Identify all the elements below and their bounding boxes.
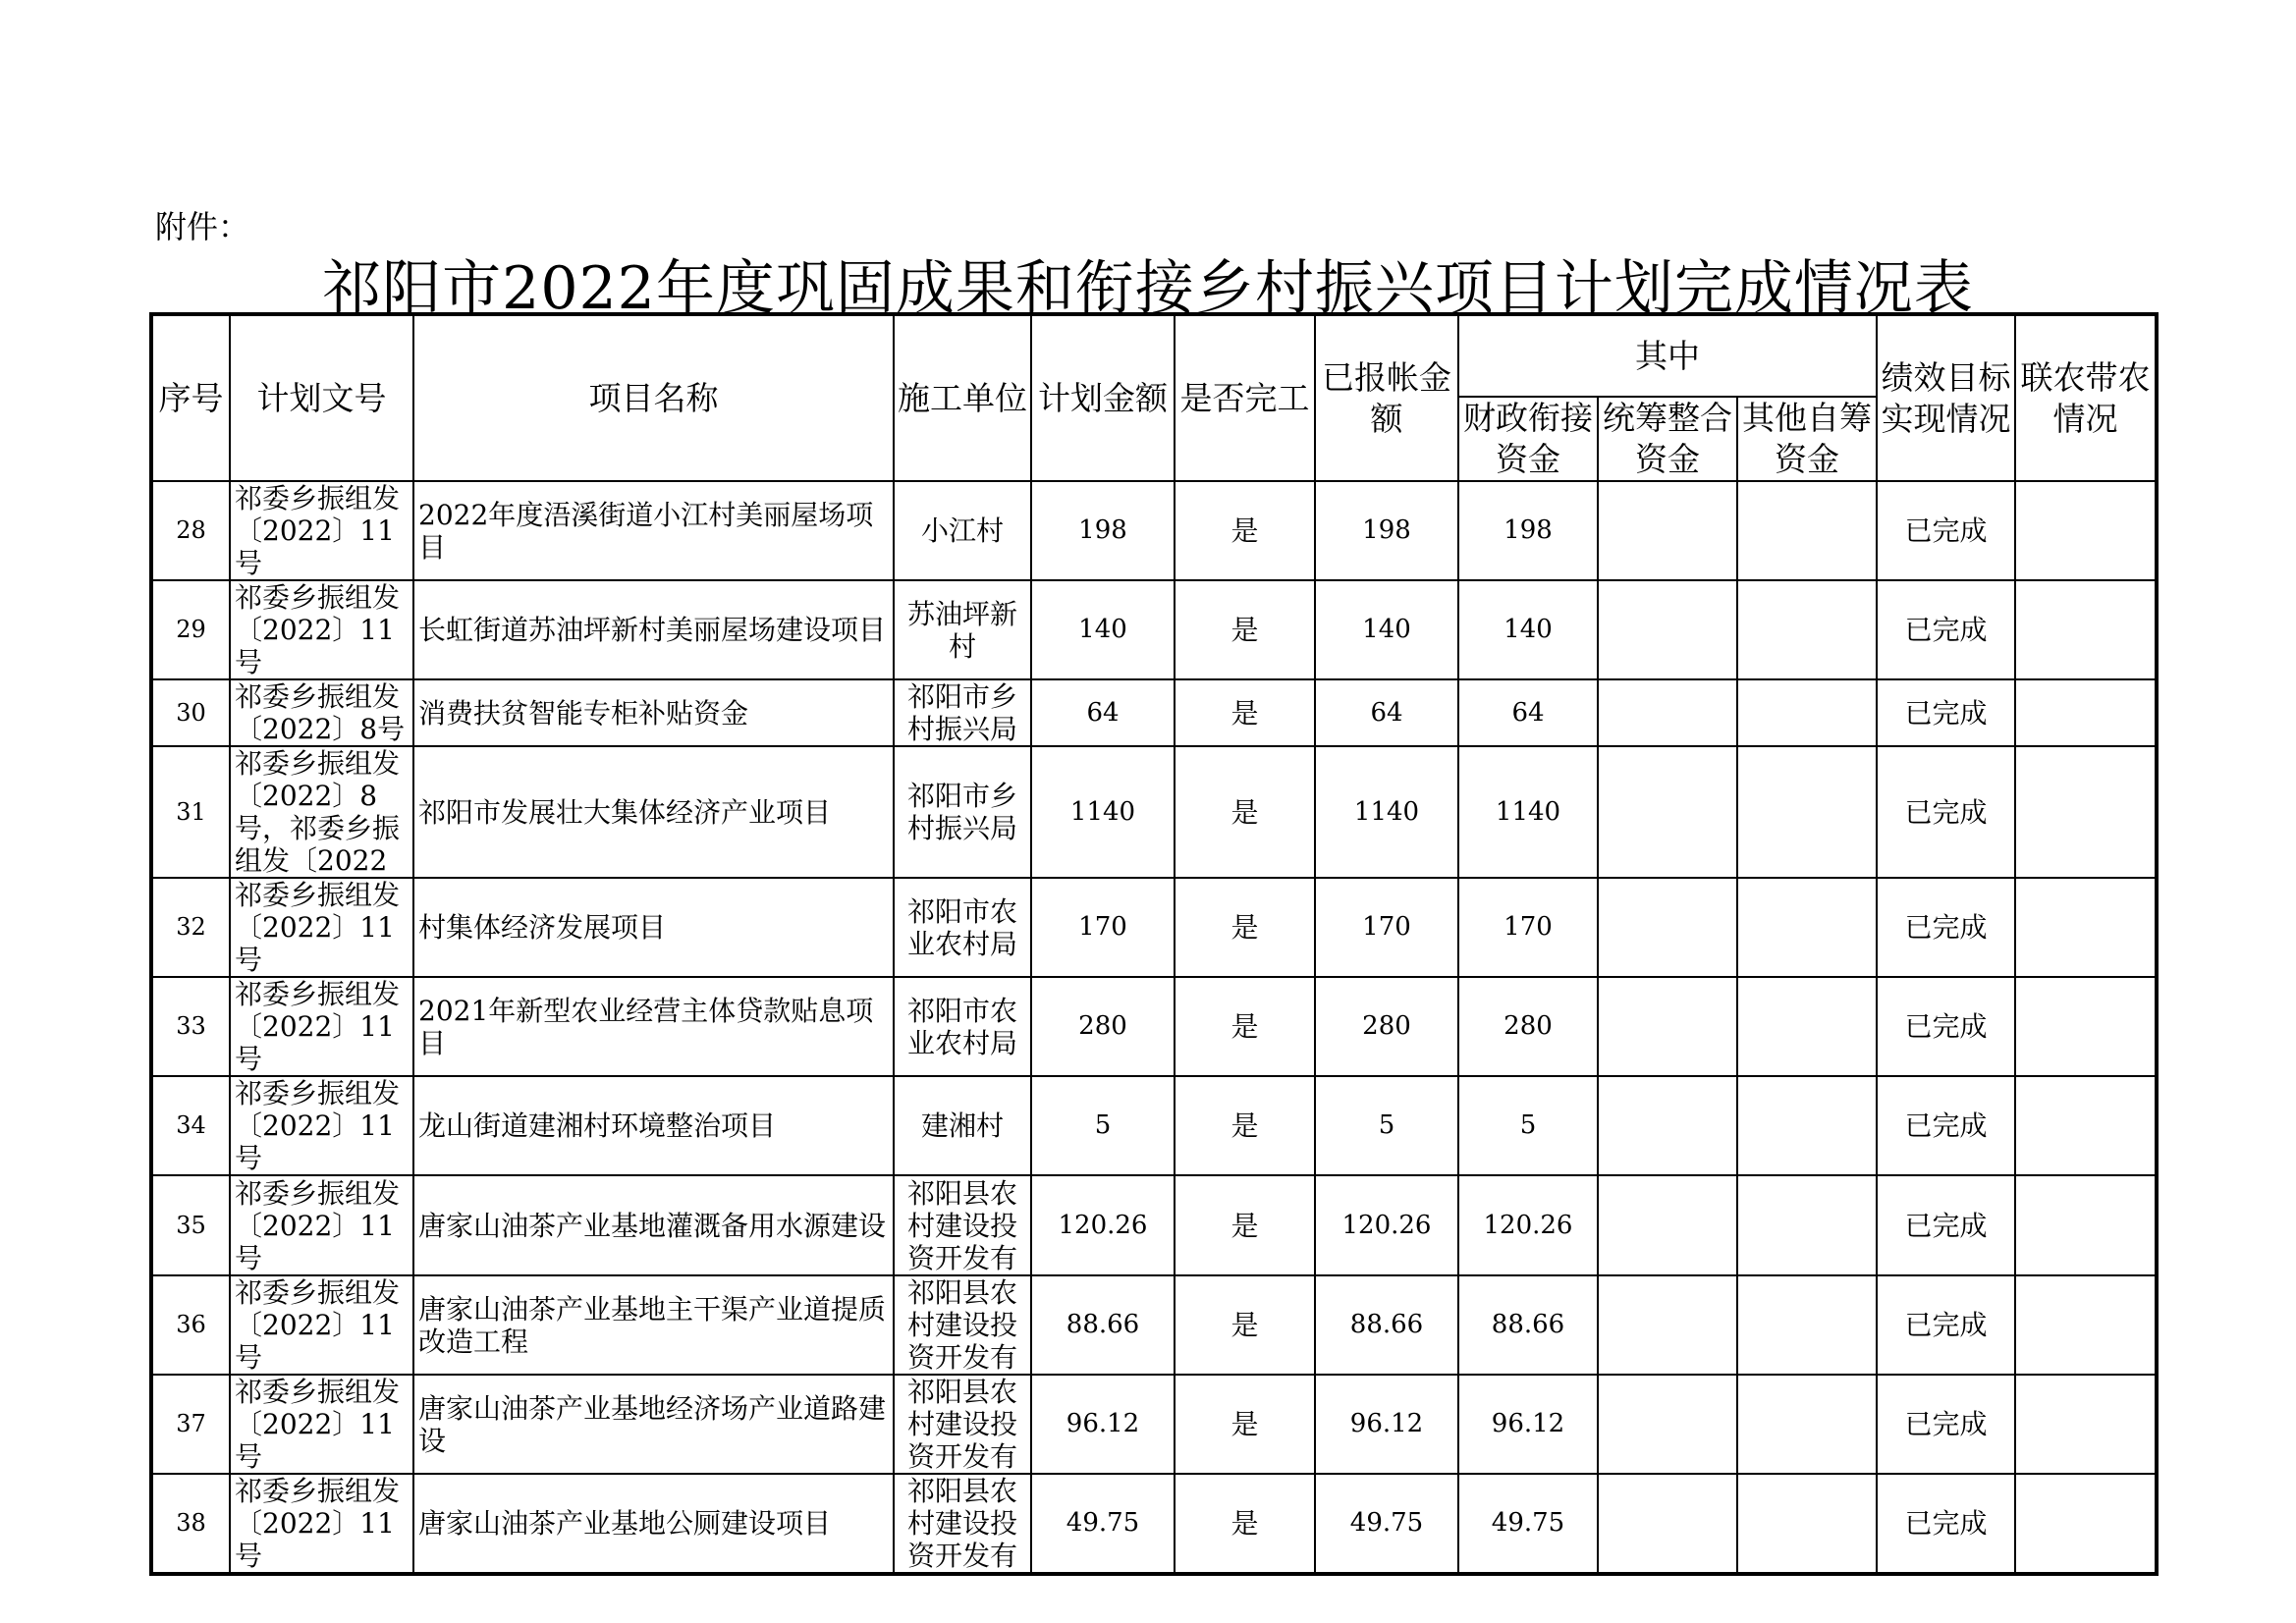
cell-other bbox=[1737, 1375, 1877, 1474]
cell-reported: 1140 bbox=[1315, 746, 1458, 878]
header-reported: 已报帐金额 bbox=[1315, 314, 1458, 481]
cell-plan: 280 bbox=[1031, 977, 1175, 1076]
cell-done: 是 bbox=[1175, 746, 1315, 878]
cell-performance: 已完成 bbox=[1877, 1474, 2015, 1574]
header-seq: 序号 bbox=[151, 314, 230, 481]
header-performance: 绩效目标实现情况 bbox=[1877, 314, 2015, 481]
cell-seq: 33 bbox=[151, 977, 230, 1076]
table-row bbox=[151, 580, 2157, 679]
table-row bbox=[151, 1275, 2157, 1375]
cell-integrated bbox=[1598, 1375, 1737, 1474]
header-fiscal: 财政衔接资金 bbox=[1458, 397, 1598, 481]
cell-doc: 祁委乡振组发〔2022〕11号 bbox=[230, 977, 413, 1076]
cell-integrated bbox=[1598, 580, 1737, 679]
cell-name: 村集体经济发展项目 bbox=[413, 878, 894, 977]
cell-reported: 120.26 bbox=[1315, 1175, 1458, 1275]
cell-integrated bbox=[1598, 878, 1737, 977]
header-integrated: 统筹整合资金 bbox=[1598, 397, 1737, 481]
cell-doc: 祁委乡振组发〔2022〕8号，祁委乡振组发〔2022 bbox=[230, 746, 413, 878]
cell-other bbox=[1737, 977, 1877, 1076]
cell-seq: 29 bbox=[151, 580, 230, 679]
cell-integrated bbox=[1598, 1275, 1737, 1375]
cell-unit: 小江村 bbox=[894, 481, 1031, 580]
table-row bbox=[151, 977, 2157, 1076]
header-name: 项目名称 bbox=[413, 314, 894, 481]
cell-other bbox=[1737, 679, 1877, 746]
header-other: 其他自筹资金 bbox=[1737, 397, 1877, 481]
cell-unit: 祁阳市乡村振兴局 bbox=[894, 679, 1031, 746]
cell-done: 是 bbox=[1175, 1076, 1315, 1175]
cell-name: 唐家山油茶产业基地灌溉备用水源建设 bbox=[413, 1175, 894, 1275]
cell-seq: 37 bbox=[151, 1375, 230, 1474]
cell-done: 是 bbox=[1175, 878, 1315, 977]
cell-doc: 祁委乡振组发〔2022〕11号 bbox=[230, 1375, 413, 1474]
header-of-which: 其中 bbox=[1458, 314, 1877, 397]
cell-seq: 30 bbox=[151, 679, 230, 746]
cell-farmer-link bbox=[2015, 746, 2157, 878]
header-farmer-link: 联农带农情况 bbox=[2015, 314, 2157, 481]
project-table bbox=[149, 312, 2159, 1576]
cell-plan: 96.12 bbox=[1031, 1375, 1175, 1474]
cell-fiscal: 64 bbox=[1458, 679, 1598, 746]
cell-performance: 已完成 bbox=[1877, 679, 2015, 746]
cell-reported: 96.12 bbox=[1315, 1375, 1458, 1474]
header-plan-amount: 计划金额 bbox=[1031, 314, 1175, 481]
cell-integrated bbox=[1598, 1175, 1737, 1275]
cell-performance: 已完成 bbox=[1877, 1175, 2015, 1275]
cell-integrated bbox=[1598, 679, 1737, 746]
cell-name: 2021年新型农业经营主体贷款贴息项目 bbox=[413, 977, 894, 1076]
cell-fiscal: 140 bbox=[1458, 580, 1598, 679]
cell-farmer-link bbox=[2015, 1275, 2157, 1375]
cell-fiscal: 170 bbox=[1458, 878, 1598, 977]
cell-fiscal: 1140 bbox=[1458, 746, 1598, 878]
cell-farmer-link bbox=[2015, 679, 2157, 746]
cell-other bbox=[1737, 1275, 1877, 1375]
cell-unit: 祁阳市农业农村局 bbox=[894, 977, 1031, 1076]
cell-other bbox=[1737, 1175, 1877, 1275]
cell-seq: 32 bbox=[151, 878, 230, 977]
cell-unit: 祁阳市乡村振兴局 bbox=[894, 746, 1031, 878]
cell-reported: 88.66 bbox=[1315, 1275, 1458, 1375]
cell-other bbox=[1737, 1474, 1877, 1574]
cell-name: 唐家山油茶产业基地经济场产业道路建设 bbox=[413, 1375, 894, 1474]
cell-other bbox=[1737, 580, 1877, 679]
cell-name: 消费扶贫智能专柜补贴资金 bbox=[413, 679, 894, 746]
cell-seq: 34 bbox=[151, 1076, 230, 1175]
page-title: 祁阳市2022年度巩固成果和衔接乡村振兴项目计划完成情况表 bbox=[322, 254, 1974, 323]
cell-doc: 祁委乡振组发〔2022〕8号 bbox=[230, 679, 413, 746]
table-row bbox=[151, 1375, 2157, 1474]
cell-seq: 38 bbox=[151, 1474, 230, 1574]
cell-farmer-link bbox=[2015, 1375, 2157, 1474]
cell-integrated bbox=[1598, 1474, 1737, 1574]
cell-other bbox=[1737, 1076, 1877, 1175]
cell-performance: 已完成 bbox=[1877, 1375, 2015, 1474]
cell-name: 祁阳市发展壮大集体经济产业项目 bbox=[413, 746, 894, 878]
cell-farmer-link bbox=[2015, 580, 2157, 679]
table-row bbox=[151, 878, 2157, 977]
cell-name: 唐家山油茶产业基地主干渠产业道提质改造工程 bbox=[413, 1275, 894, 1375]
cell-fiscal: 5 bbox=[1458, 1076, 1598, 1175]
cell-farmer-link bbox=[2015, 1076, 2157, 1175]
cell-plan: 1140 bbox=[1031, 746, 1175, 878]
cell-performance: 已完成 bbox=[1877, 580, 2015, 679]
cell-seq: 31 bbox=[151, 746, 230, 878]
cell-plan: 140 bbox=[1031, 580, 1175, 679]
cell-integrated bbox=[1598, 481, 1737, 580]
cell-reported: 280 bbox=[1315, 977, 1458, 1076]
table-row bbox=[151, 679, 2157, 746]
cell-seq: 28 bbox=[151, 481, 230, 580]
cell-reported: 5 bbox=[1315, 1076, 1458, 1175]
cell-reported: 140 bbox=[1315, 580, 1458, 679]
cell-reported: 49.75 bbox=[1315, 1474, 1458, 1574]
cell-fiscal: 49.75 bbox=[1458, 1474, 1598, 1574]
cell-performance: 已完成 bbox=[1877, 878, 2015, 977]
cell-doc: 祁委乡振组发〔2022〕11号 bbox=[230, 481, 413, 580]
cell-plan: 120.26 bbox=[1031, 1175, 1175, 1275]
attachment-label: 附件： bbox=[155, 208, 250, 245]
cell-doc: 祁委乡振组发〔2022〕11号 bbox=[230, 1474, 413, 1574]
cell-plan: 170 bbox=[1031, 878, 1175, 977]
cell-doc: 祁委乡振组发〔2022〕11号 bbox=[230, 1175, 413, 1275]
cell-done: 是 bbox=[1175, 1275, 1315, 1375]
cell-unit: 祁阳县农村建设投资开发有 bbox=[894, 1474, 1031, 1574]
cell-integrated bbox=[1598, 746, 1737, 878]
cell-plan: 64 bbox=[1031, 679, 1175, 746]
cell-performance: 已完成 bbox=[1877, 481, 2015, 580]
cell-doc: 祁委乡振组发〔2022〕11号 bbox=[230, 878, 413, 977]
cell-name: 龙山街道建湘村环境整治项目 bbox=[413, 1076, 894, 1175]
cell-performance: 已完成 bbox=[1877, 1275, 2015, 1375]
cell-fiscal: 88.66 bbox=[1458, 1275, 1598, 1375]
cell-integrated bbox=[1598, 1076, 1737, 1175]
cell-done: 是 bbox=[1175, 1474, 1315, 1574]
cell-seq: 35 bbox=[151, 1175, 230, 1275]
cell-plan: 88.66 bbox=[1031, 1275, 1175, 1375]
cell-other bbox=[1737, 481, 1877, 580]
cell-reported: 64 bbox=[1315, 679, 1458, 746]
cell-unit: 祁阳市农业农村局 bbox=[894, 878, 1031, 977]
cell-name: 长虹街道苏油坪新村美丽屋场建设项目 bbox=[413, 580, 894, 679]
cell-farmer-link bbox=[2015, 1175, 2157, 1275]
header-doc: 计划文号 bbox=[230, 314, 413, 481]
cell-unit: 祁阳县农村建设投资开发有 bbox=[894, 1375, 1031, 1474]
cell-seq: 36 bbox=[151, 1275, 230, 1375]
cell-fiscal: 120.26 bbox=[1458, 1175, 1598, 1275]
cell-doc: 祁委乡振组发〔2022〕11号 bbox=[230, 1076, 413, 1175]
cell-farmer-link bbox=[2015, 977, 2157, 1076]
table-row bbox=[151, 1474, 2157, 1574]
cell-performance: 已完成 bbox=[1877, 1076, 2015, 1175]
cell-reported: 198 bbox=[1315, 481, 1458, 580]
cell-doc: 祁委乡振组发〔2022〕11号 bbox=[230, 580, 413, 679]
header-started: 是否完工 bbox=[1175, 314, 1315, 481]
cell-farmer-link bbox=[2015, 1474, 2157, 1574]
cell-done: 是 bbox=[1175, 1375, 1315, 1474]
cell-done: 是 bbox=[1175, 481, 1315, 580]
table-row bbox=[151, 1175, 2157, 1275]
cell-other bbox=[1737, 746, 1877, 878]
cell-name: 2022年度浯溪街道小江村美丽屋场项目 bbox=[413, 481, 894, 580]
cell-done: 是 bbox=[1175, 977, 1315, 1076]
cell-other bbox=[1737, 878, 1877, 977]
cell-farmer-link bbox=[2015, 481, 2157, 580]
cell-unit: 苏油坪新村 bbox=[894, 580, 1031, 679]
cell-reported: 170 bbox=[1315, 878, 1458, 977]
cell-plan: 198 bbox=[1031, 481, 1175, 580]
table-row bbox=[151, 1076, 2157, 1175]
cell-fiscal: 96.12 bbox=[1458, 1375, 1598, 1474]
cell-fiscal: 198 bbox=[1458, 481, 1598, 580]
header-unit: 施工单位 bbox=[894, 314, 1031, 481]
cell-fiscal: 280 bbox=[1458, 977, 1598, 1076]
cell-farmer-link bbox=[2015, 878, 2157, 977]
cell-unit: 祁阳县农村建设投资开发有 bbox=[894, 1175, 1031, 1275]
table-row bbox=[151, 481, 2157, 580]
cell-name: 唐家山油茶产业基地公厕建设项目 bbox=[413, 1474, 894, 1574]
cell-done: 是 bbox=[1175, 1175, 1315, 1275]
cell-doc: 祁委乡振组发〔2022〕11号 bbox=[230, 1275, 413, 1375]
cell-done: 是 bbox=[1175, 679, 1315, 746]
cell-plan: 49.75 bbox=[1031, 1474, 1175, 1574]
cell-integrated bbox=[1598, 977, 1737, 1076]
cell-done: 是 bbox=[1175, 580, 1315, 679]
cell-plan: 5 bbox=[1031, 1076, 1175, 1175]
table-row bbox=[151, 746, 2157, 878]
cell-unit: 建湘村 bbox=[894, 1076, 1031, 1175]
cell-performance: 已完成 bbox=[1877, 977, 2015, 1076]
cell-unit: 祁阳县农村建设投资开发有 bbox=[894, 1275, 1031, 1375]
cell-performance: 已完成 bbox=[1877, 746, 2015, 878]
